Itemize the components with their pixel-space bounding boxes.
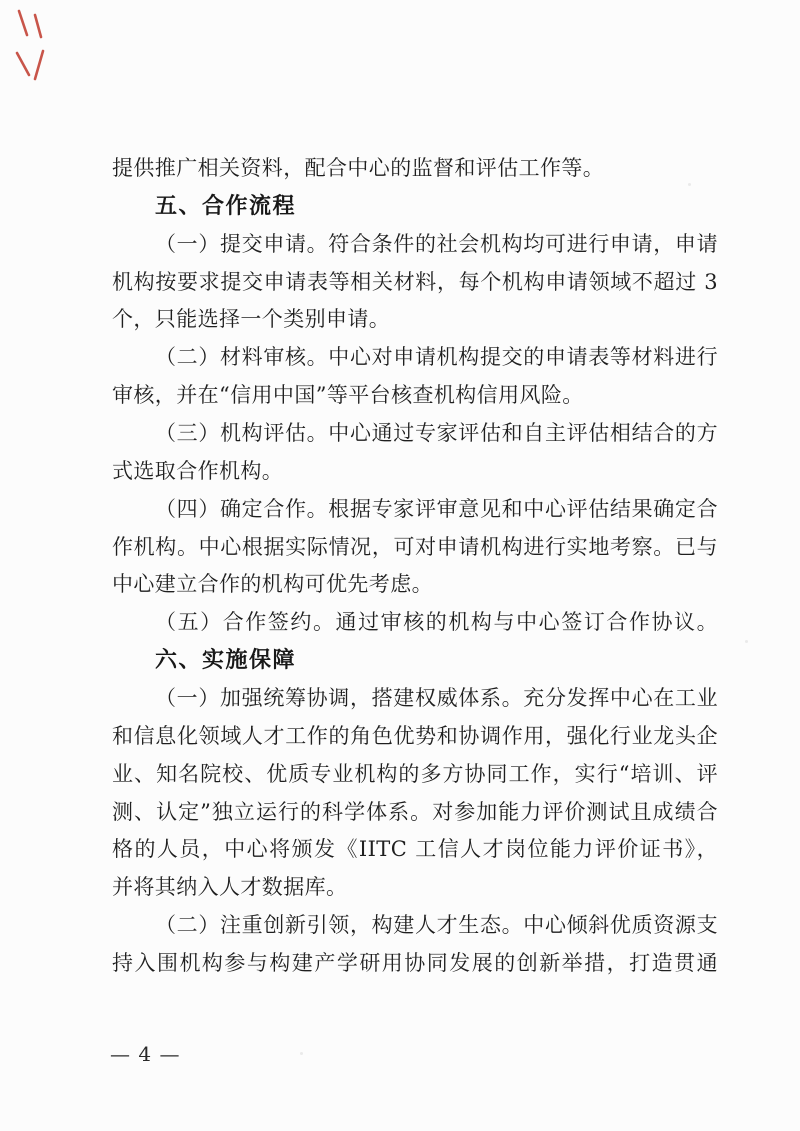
text-line: 式选取合作机构。 — [112, 458, 284, 483]
text-line: （二）材料审核。中心对申请机构提交的申请表等材料进行 — [155, 345, 718, 370]
text-line: 和信息化领域人才工作的角色优势和协调作用，强化行业龙头企 — [112, 723, 718, 748]
text-line: （一）加强统筹协调，搭建权威体系。充分发挥中心在工业 — [155, 686, 718, 711]
text-line: 格的人员，中心将颁发《IITC 工信人才岗位能力评价证书》， — [112, 837, 718, 862]
scan-speck — [745, 640, 748, 643]
text-line: 审核，并在“信用中国”等平台核查机构信用风险。 — [112, 383, 584, 408]
text-line: （二）注重创新引领，构建人才生态。中心倾斜优质资源支 — [155, 913, 718, 938]
text-line: 机构按要求提交申请表等相关材料，每个机构申请领域不超过 3 — [112, 269, 718, 294]
text-line: 个，只能选择一个类别申请。 — [112, 307, 391, 332]
document-text-block — [112, 150, 718, 983]
text-line: 业、知名院校、优质专业机构的多方协同工作，实行“培训、评 — [112, 761, 718, 786]
text-line: （四）确定合作。根据专家评审意见和中心评估结果确定合 — [155, 496, 718, 521]
text-line: 作机构。中心根据实际情况，可对申请机构进行实地考察。已与 — [112, 534, 718, 559]
text-line: 并将其纳入人才数据库。 — [112, 875, 348, 900]
red-pen-strokes — [17, 11, 43, 79]
text-line: 提供推广相关资料，配合中心的监督和评估工作等。 — [112, 156, 605, 180]
red-pen-marks — [6, 4, 66, 86]
text-line: 测、认定”独立运行的科学体系。对参加能力评价测试且成绩合 — [112, 799, 718, 824]
text-line: （五）合作签约。通过审核的机构与中心签订合作协议。 — [155, 610, 718, 635]
page-number: — 4 — — [110, 1042, 181, 1066]
section-heading-cooperation-process: 五、合作流程 — [155, 193, 297, 219]
text-line: 持入围机构参与构建产学研用协同发展的创新举措，打造贯通 — [112, 951, 718, 976]
text-line: 中心建立合作的机构可优先考虑。 — [112, 572, 433, 597]
text-line: （三）机构评估。中心通过专家评估和自主评估相结合的方 — [155, 421, 718, 446]
section-heading-implementation-guarantee: 六、实施保障 — [155, 648, 297, 674]
scan-speck — [300, 1052, 303, 1055]
text-line: （一）提交申请。符合条件的社会机构均可进行申请，申请 — [155, 231, 718, 256]
